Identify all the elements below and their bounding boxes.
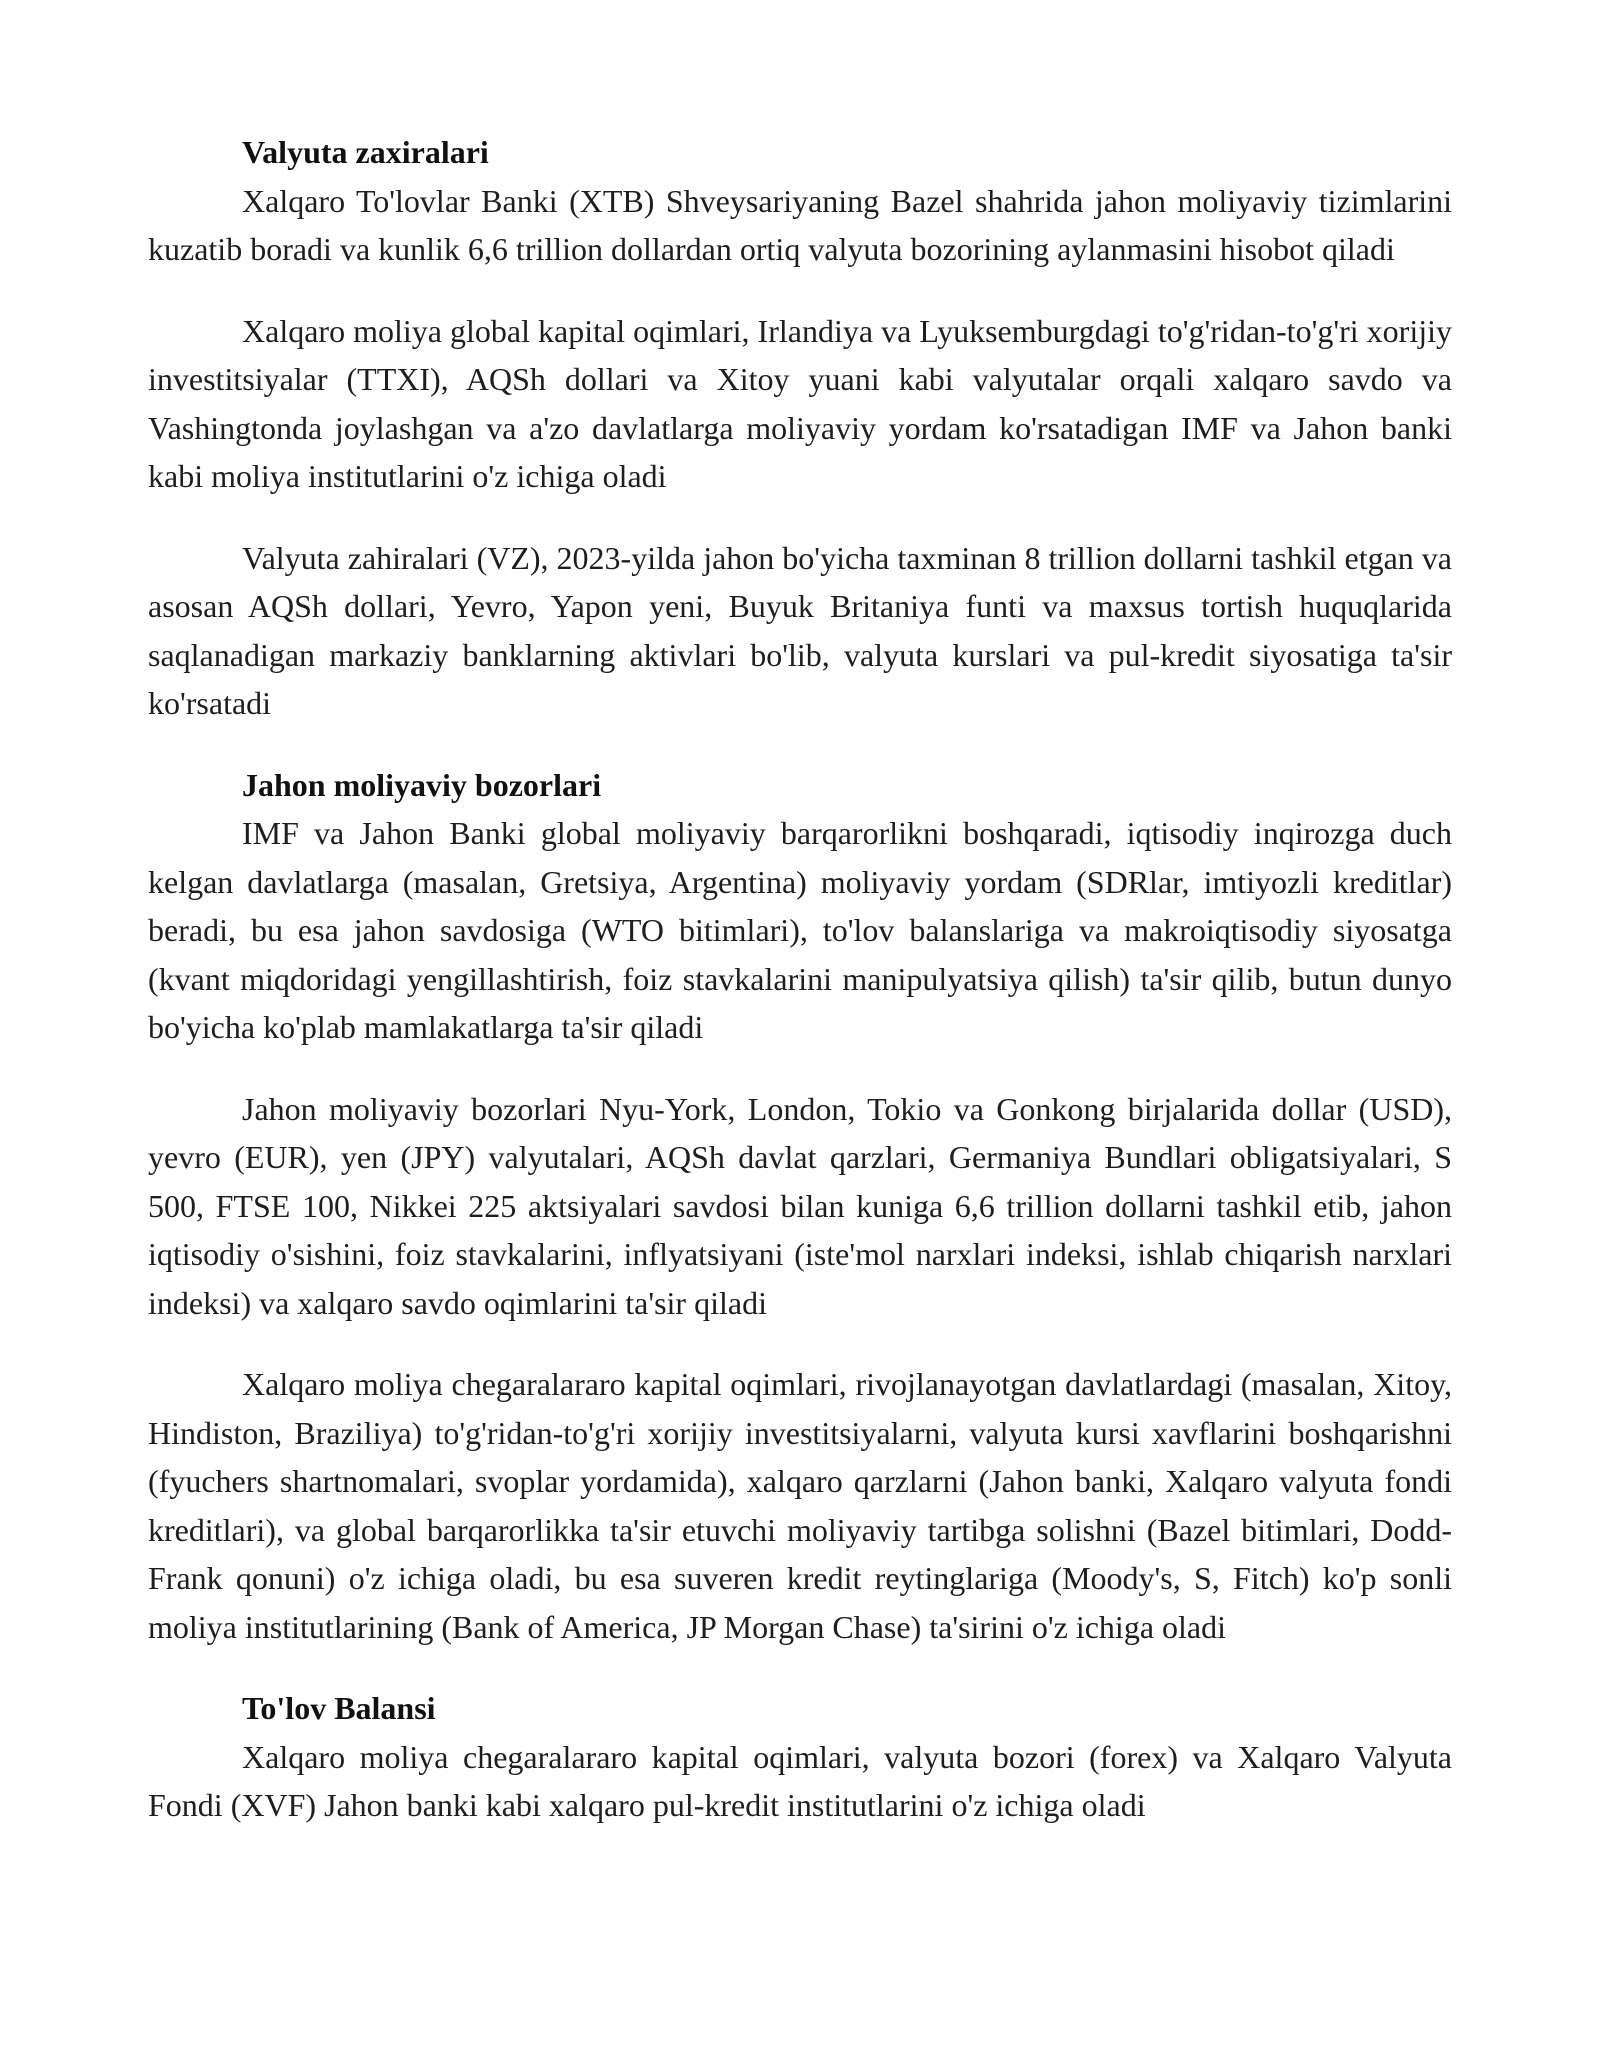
paragraph: IMF va Jahon Banki global moliyaviy barqarorlikni boshqaradi, iqtisodiy inqirozga duch kelgan davlatlarga (masalan, Gretsiya, Argentina) moliyaviy yordam (SDRlar, imtiyozli kreditlar) beradi, bu esa jahon savdosiga (WTO bitimlari), to'lov balanslariga va makroiqtisodiy siyosatga (kvant miqdoridagi yengillashtirish, foiz stavkalarini manipulyatsiya qilish) ta'sir qilib, butun dunyo bo'yicha ko'plab mamlakatlarga ta'sir qiladi [148,815,1452,1045]
paragraph: Valyuta zahiralari (VZ), 2023-yilda jahon bo'yicha taxminan 8 trillion dollarni tashkil etgan va asosan AQSh dollari, Yevro, Yapon yeni, Buyuk Britaniya funti va maxsus tortish huquqlarida saqlanadigan markaziy banklarning aktivlari bo'lib, valyuta kurslari va pul-kredit siyosatiga ta'sir ko'rsatadi [148,539,1452,721]
section-heading-jahon-moliyaviy-bozorlari: Jahon moliyaviy bozorlari [242,766,602,803]
paragraph: Xalqaro To'lovlar Banki (XTB) Shveysariyaning Bazel shahrida jahon moliyaviy tizimlarini kuzatib boradi va kunlik 6,6 trillion dollardan ortiq valyuta bozorining aylanmasini hisobot qiladi [148,182,1452,267]
paragraph: Jahon moliyaviy bozorlari Nyu-York, London, Tokio va Gonkong birjalarida dollar (USD), yevro (EUR), yen (JPY) valyutalari, AQSh davlat qarzlari, Germaniya Bundlari obligatsiyalari, S 500, FTSE 100, Nikkei 225 aktsiyalari savdosi bilan kuniga 6,6 trillion dollarni tashkil etib, jahon iqtisodiy o'sishini, foiz stavkalarini, inflyatsiyani (iste'mol narxlari indeksi, ishlab chiqarish narxlari indeksi) va xalqaro savdo oqimlarini ta'sir qiladi [148,1090,1452,1321]
paragraph: Xalqaro moliya chegaralararo kapital oqimlari, valyuta bozori (forex) va Xalqaro Valyuta Fondi (XVF) Jahon banki kabi xalqaro pul-kredit institutlarini o'z ichiga oladi [148,1738,1452,1823]
paragraph: Xalqaro moliya chegaralararo kapital oqimlari, rivojlanayotgan davlatlardagi (masalan, Xitoy, Hindiston, Braziliya) to'g'ridan-to'g'ri xorijiy investitsiyalarni, valyuta kursi xavflarini boshqarishni (fyuchers shartnomalari, svoplar yordamida), xalqaro qarzlarni (Jahon banki, Xalqaro valyuta fondi kreditlari), va global barqarorlikka ta'sir etuvchi moliyaviy tartibga solishni (Bazel bitimlari, Dodd-Frank qonuni) o'z ichiga oladi, bu esa suveren kredit reytinglariga (Moody's, S, Fitch) ko'p sonli moliya institutlarining (Bank of America, JP Morgan Chase) ta'sirini o'z ichiga oladi [148,1366,1452,1645]
document-page [148,128,1452,1830]
paragraph: Xalqaro moliya global kapital oqimlari, Irlandiya va Lyuksemburgdagi to'g'ridan-to'g'ri xorijiy investitsiyalar (TTXI), AQSh dollari va Xitoy yuani kabi valyutalar orqali xalqaro savdo va Vashingtonda joylashgan va a'zo davlatlarga moliyaviy yordam ko'rsatadigan IMF va Jahon banki kabi moliya institutlarini o'z ichiga oladi [148,312,1452,494]
section-heading-valyuta-zaxiralari: Valyuta zaxiralari [242,134,489,170]
section-heading-tolov-balansi: To'lov Balansi [242,1690,436,1726]
